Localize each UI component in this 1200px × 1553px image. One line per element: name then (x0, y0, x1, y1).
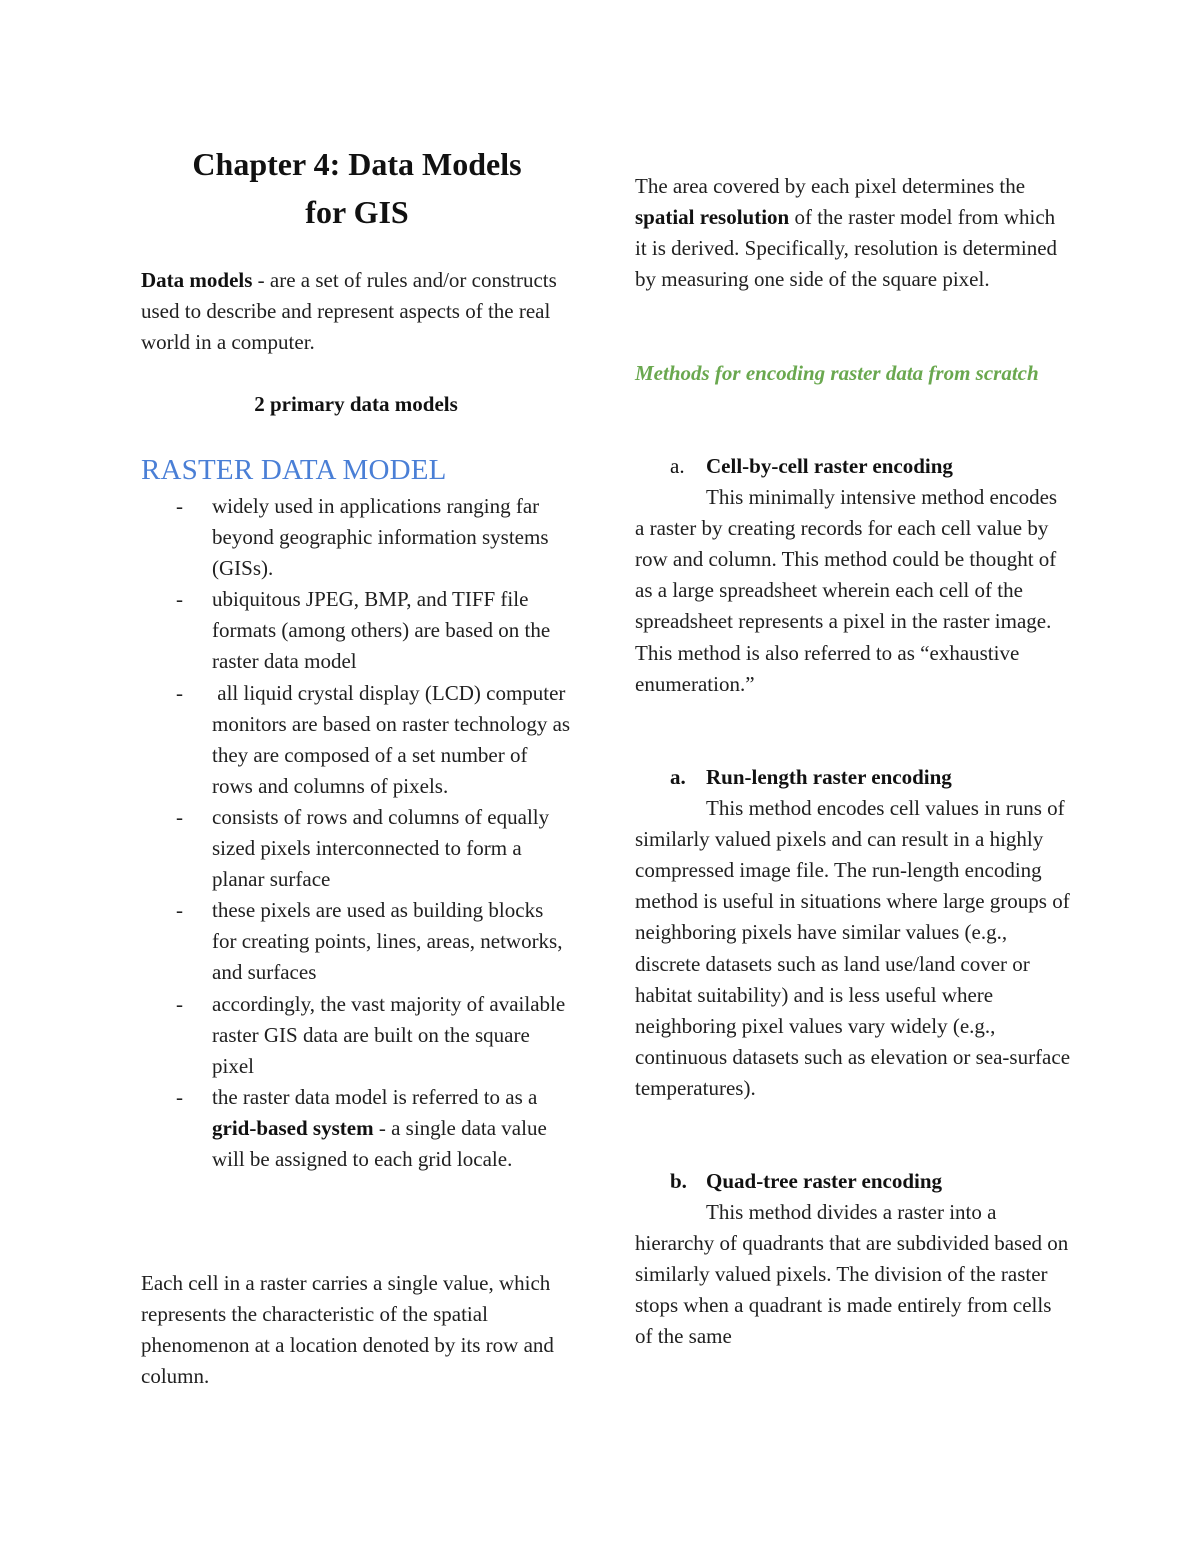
method-title-text: Run-length raster encoding (706, 765, 952, 789)
method-title (635, 451, 1070, 482)
list-item (141, 989, 571, 1082)
methods-heading: Methods for encoding raster data from scratch (635, 361, 1039, 385)
method-quad-tree (635, 1166, 1070, 1353)
grid-based-system-term: grid-based system (212, 1115, 374, 1140)
intro-text-before: The area covered by each pixel determines the (635, 174, 1026, 198)
bullet-text-before: the raster data model is referred to as a (212, 1084, 538, 1109)
method-title (635, 1166, 1070, 1197)
method-marker: b. (670, 1169, 687, 1193)
bullet-text: widely used in applications ranging far beyond geographic information systems (GISs). (212, 494, 549, 581)
bullet-dash: - (176, 898, 183, 923)
method-run-length (635, 762, 1070, 1104)
method-marker: a. (670, 765, 686, 789)
bullet-dash: - (176, 587, 183, 612)
page-title-line-2: for GIS (305, 194, 409, 230)
definition-term: Data models (141, 268, 253, 292)
bullet-text: these pixels are used as building blocks for creating points, lines, areas, networks, and surfaces (212, 898, 563, 985)
bullet-dash: - (176, 680, 183, 705)
page-title-line-1: Chapter 4: Data Models (192, 146, 522, 182)
bullet-text: all liquid crystal display (LCD) computer monitors are based on raster technology as they are composed of a set number of rows and columns of pixels. (212, 680, 576, 798)
list-item (141, 584, 571, 677)
method-description: This method divides a raster into a hierarchy of quadrants that are subdivided based on similarly valued pixels. The division of the raster stops when a quadrant is made entirely from cells of the same (635, 1200, 1069, 1349)
bullet-text: consists of rows and columns of equally sized pixels interconnected to form a planar surface (212, 804, 550, 892)
list-item (141, 678, 576, 802)
method-description: This method encodes cell values in runs of similarly valued pixels and can result in a highly compressed image file. The run-length encoding method is useful in situations where large groups of neighboring pixels have similar values (e.g., discrete datasets such as land use/land cover or habitat suitability) and is less useful where neighboring pixel values vary widely (e.g., continuous datasets such as elevation or sea-surface temperatures). (635, 796, 1071, 1100)
method-title (635, 762, 1070, 793)
definition-text: - are a set of rules and/or constructs used to describe and represent aspects of the real world in a computer. (141, 268, 557, 355)
bullet-dash: - (176, 991, 183, 1016)
raster-section-heading: RASTER DATA MODEL (141, 454, 447, 486)
method-title-text: Quad-tree raster encoding (706, 1169, 943, 1193)
list-item (141, 491, 571, 584)
raster-cell-paragraph: Each cell in a raster carries a single value, which represents the characteristic of the spatial phenomenon at a location denoted by its row and column. (141, 1271, 554, 1389)
method-cell-by-cell (635, 451, 1070, 700)
list-item (141, 895, 571, 988)
bullet-text: ubiquitous JPEG, BMP, and TIFF file formats (among others) are based on the raster data model (212, 587, 551, 674)
list-item (141, 802, 571, 895)
bullet-dash: - (176, 804, 183, 829)
bullet-text: accordingly, the vast majority of available raster GIS data are built on the square pixel (212, 991, 566, 1078)
bullet-dash: - (176, 1084, 183, 1109)
intro-text-after: of the raster model from which it is derived. Specifically, resolution is determined by measuring one side of the square pixel. (635, 205, 1058, 292)
method-marker: a. (670, 454, 685, 478)
spatial-resolution-paragraph (635, 171, 1070, 295)
method-title-text: Cell-by-cell raster encoding (706, 454, 953, 478)
method-description: This minimally intensive method encodes a raster by creating records for each cell value by row and column. This method could be thought of as a large spreadsheet wherein each cell of the spreadsheet represents a pixel in the raster image. This method is also referred to as “exhaustive enumeration.” (635, 485, 1058, 696)
primary-models-subheading: 2 primary data models (254, 392, 458, 416)
spatial-resolution-term: spatial resolution (635, 205, 790, 230)
page-title (141, 140, 573, 236)
raster-bullet-list (141, 491, 576, 1175)
list-item (141, 1082, 571, 1175)
bullet-dash: - (176, 494, 183, 518)
bullet-text-after: - a single data value will be assigned to each grid locale. (212, 1115, 547, 1171)
data-models-definition (141, 265, 571, 358)
